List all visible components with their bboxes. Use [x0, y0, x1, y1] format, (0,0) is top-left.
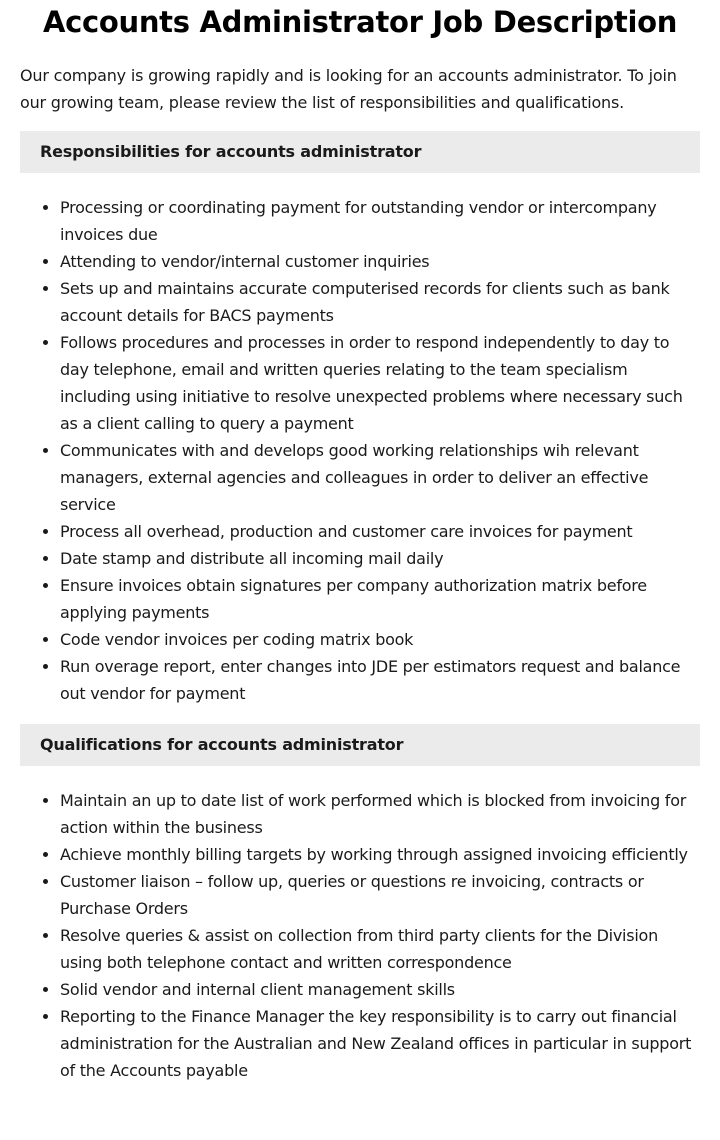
list-item: • Customer liaison – follow up, queries or questions re invoicing, contracts or Purchase Orders: [60, 868, 700, 922]
intro-paragraph: Our company is growing rapidly and is looking for an accounts administrator. To join our growing team, please review the list of responsibilities and qualifications.: [20, 66, 677, 112]
job-description-page: [0, 2, 720, 1084]
list-item: • Achieve monthly billing targets by working through assigned invoicing efficiently: [60, 841, 700, 868]
responsibilities-list: [20, 194, 700, 707]
list-item: • Date stamp and distribute all incoming mail daily: [60, 545, 700, 572]
list-item: • Processing or coordinating payment for outstanding vendor or intercompany invoices due: [60, 194, 700, 248]
list-item: • Resolve queries & assist on collection from third party clients for the Division using both telephone contact and written correspondence: [60, 922, 700, 976]
list-item: • Attending to vendor/internal customer inquiries: [60, 248, 700, 275]
list-item: • Follows procedures and processes in order to respond independently to day to day telephone, email and written queries relating to the team specialism including using initiative to resolve unexpected problems where necessary such as a client calling to query a payment: [60, 329, 700, 437]
list-item: • Process all overhead, production and customer care invoices for payment: [60, 518, 700, 545]
list-item: • Code vendor invoices per coding matrix book: [60, 626, 700, 653]
qualifications-list: [20, 787, 700, 1084]
list-item: • Maintain an up to date list of work performed which is blocked from invoicing for action within the business: [60, 787, 700, 841]
page-title: Accounts Administrator Job Description: [42, 5, 678, 39]
qualifications-heading: Qualifications for accounts administrator: [20, 724, 700, 766]
list-item: • Solid vendor and internal client management skills: [60, 976, 700, 1003]
list-item: • Reporting to the Finance Manager the key responsibility is to carry out financial administration for the Australian and New Zealand offices in particular in support of the Accounts payable: [60, 1003, 700, 1084]
list-item: • Ensure invoices obtain signatures per company authorization matrix before applying payments: [60, 572, 700, 626]
responsibilities-heading: Responsibilities for accounts administrator: [20, 131, 700, 173]
list-item: • Sets up and maintains accurate computerised records for clients such as bank account details for BACS payments: [60, 275, 700, 329]
list-item: • Communicates with and develops good working relationships wih relevant managers, external agencies and colleagues in order to deliver an effective service: [60, 437, 700, 518]
list-item: • Run overage report, enter changes into JDE per estimators request and balance out vendor for payment: [60, 653, 700, 707]
